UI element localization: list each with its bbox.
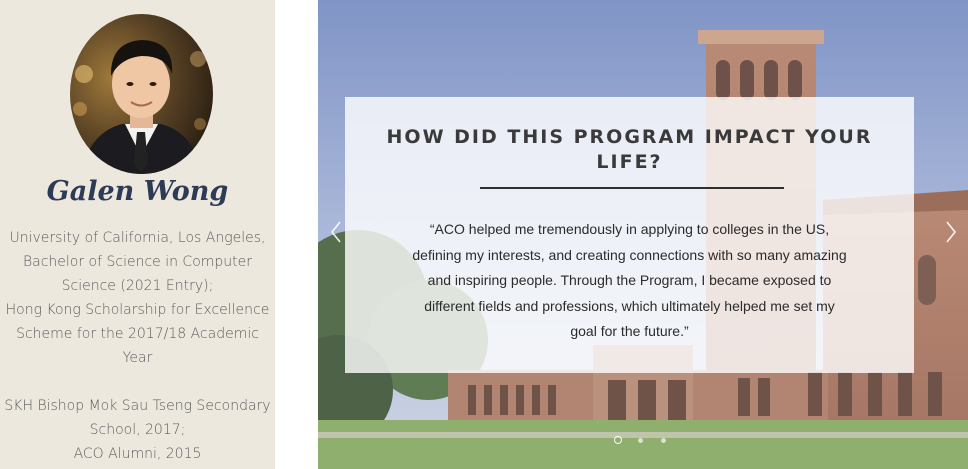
bio-line: Scheme for the 2017/18 Academic bbox=[16, 326, 259, 342]
bio-line: University of California, Los Angeles, bbox=[9, 230, 266, 246]
quote-line: defining my interests, and creating connections with so many amazing bbox=[412, 246, 847, 263]
school-line: ACO Alumni, 2015 bbox=[73, 446, 202, 462]
bio-line: Science (2021 Entry); bbox=[61, 278, 214, 294]
profile-bio bbox=[0, 226, 275, 466]
heading-divider bbox=[480, 187, 784, 189]
school-line: SKH Bishop Mok Sau Tseng Secondary bbox=[4, 398, 271, 414]
quote-line: “ACO helped me tremendously in applying to colleges in the US, bbox=[429, 221, 830, 237]
slide-dot-1[interactable] bbox=[614, 436, 622, 444]
bio-line: Hong Kong Scholarship for Excellence bbox=[5, 302, 270, 318]
quote-line: different fields and professions, which ultimately helped me set my bbox=[424, 297, 835, 314]
bio-line: Bachelor of Science in Computer bbox=[22, 254, 253, 270]
slide-dot-3[interactable] bbox=[661, 438, 666, 443]
slide-indicators bbox=[614, 436, 674, 446]
quote-line: and inspiring people. Through the Program, I became exposed to bbox=[427, 272, 832, 288]
heading-line: LIFE? bbox=[596, 151, 663, 173]
avatar bbox=[70, 14, 213, 174]
slide-dot-2[interactable] bbox=[638, 438, 643, 443]
testimonial-card bbox=[345, 97, 914, 373]
profile-panel bbox=[0, 0, 275, 469]
school-line: School, 2017; bbox=[89, 422, 186, 438]
quote-line: goal for the future.” bbox=[570, 323, 689, 339]
bio-line: Year bbox=[122, 350, 153, 366]
column-gap bbox=[275, 0, 318, 469]
chevron-right-icon bbox=[939, 218, 963, 246]
testimonial-quote bbox=[385, 217, 874, 345]
bio-spacer bbox=[0, 370, 275, 394]
profile-name: Galen Wong bbox=[46, 176, 229, 207]
testimonial-heading bbox=[385, 125, 874, 175]
heading-line: HOW DID THIS PROGRAM IMPACT YOUR bbox=[386, 126, 873, 148]
next-slide-button[interactable] bbox=[939, 218, 963, 246]
testimonial-slideshow bbox=[318, 0, 968, 469]
